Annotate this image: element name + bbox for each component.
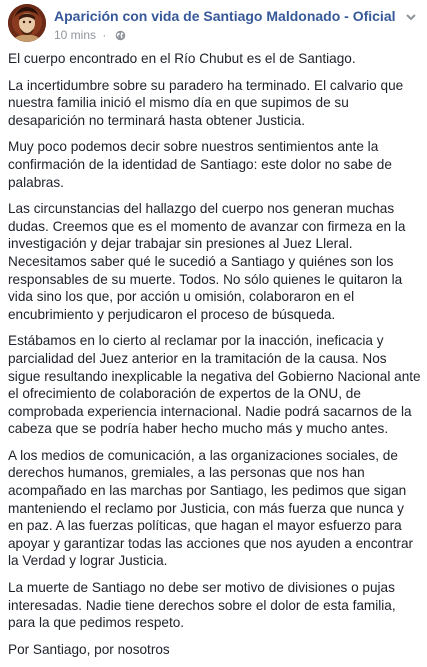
globe-icon[interactable] bbox=[115, 30, 126, 44]
post-paragraph-6: A los medios de comunicación, a las organizaciones sociales, de derechos humanos, gremiales, a las personas que nos han acompañado en las marchas por Santiago, les pedimos que sigan manteniendo el reclamo por Justicia, con más fuerza que nunca y en paz. A las fuerzas políticas, que hagan el mayor esfuerzo para apoyar y garantizar todas las acciones que nos ayuden a encontrar la Verdad y lograr Justicia. bbox=[8, 447, 414, 569]
post-paragraph-3: Muy poco podemos decir sobre nuestros sentimientos ante la confirmación de la identidad de Santiago: este dolor no sabe de palabras. bbox=[8, 139, 392, 190]
post-body bbox=[8, 50, 422, 667]
post-paragraph-1: El cuerpo encontrado en el Río Chubut es el de Santiago. bbox=[8, 51, 356, 66]
post-meta bbox=[54, 28, 126, 44]
post-paragraph-8: Por Santiago, por nosotros bbox=[8, 641, 170, 657]
post-paragraph-2: La incertidumbre sobre su paradero ha terminado. El calvario que nuestra familia inició el mismo día en que supimos de su desaparición no terminará hasta obtener Justicia. bbox=[8, 77, 404, 128]
post-paragraph-5: Estábamos en lo cierto al reclamar por la inacción, ineficacia y parcialidad del Juez anterior en la tramitación de la causa. Nos sigue resultando inexplicable la negativa del Gobierno Nacional ante el ofrecimiento de colaboración de expertos de la ONU, de comprobada experiencia internacional. Nadie podrá sacarnos de la cabeza que se podría haber hecho mucho más y mucho antes. bbox=[8, 333, 421, 437]
post-header bbox=[0, 0, 427, 50]
chevron-down-icon[interactable] bbox=[405, 10, 417, 22]
post-paragraph-4: Las circunstancias del hallazgo del cuerpo nos generan muchas dudas. Creemos que es el momento de avanzar con firmeza en la investigación y dejar trabajar sin presiones al Juez Lleral. Necesitamos saber qué le sucedió a Santiago y quiénes son los responsables de su muerte. Todos. No sólo quienes le quitaron la vida sino los que, por acción u omisión, colaboraron en el encubrimiento y perjudicaron el proceso de búsqueda. bbox=[8, 201, 406, 322]
meta-separator: · bbox=[102, 28, 107, 42]
page-avatar[interactable] bbox=[8, 4, 46, 42]
page-name-link[interactable]: Aparición con vida de Santiago Maldonado - Oficial bbox=[54, 8, 396, 24]
avatar-illustration bbox=[8, 4, 46, 42]
post-paragraph-7: La muerte de Santiago no debe ser motivo de divisiones o pujas interesadas. Nadie tiene derechos sobre el dolor de esta familia, para la que pedimos respeto. bbox=[8, 580, 396, 631]
post-timestamp[interactable]: 10 mins bbox=[54, 28, 97, 42]
